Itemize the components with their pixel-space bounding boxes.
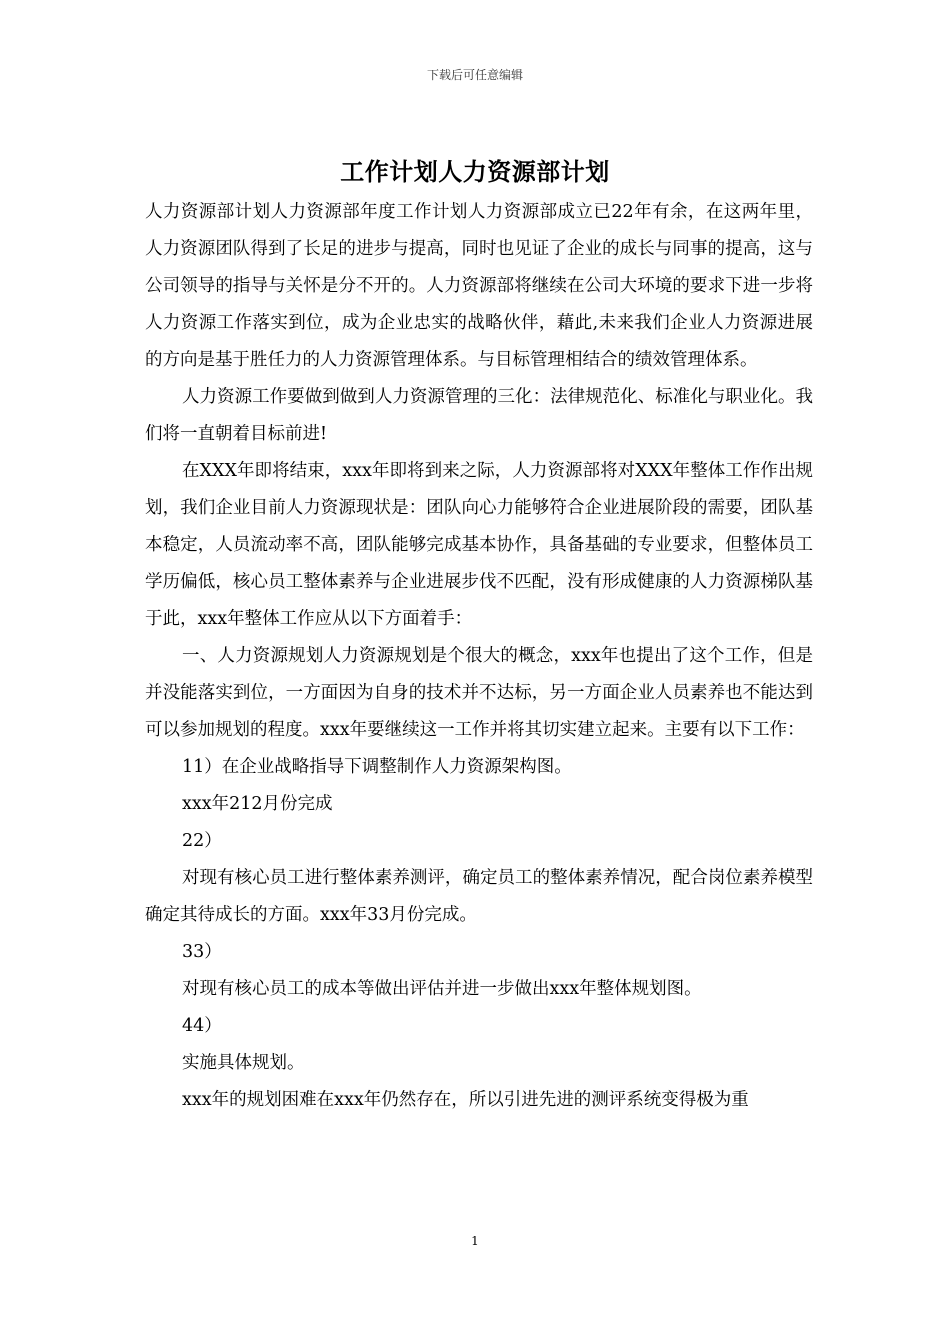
list-item-3-number: 33） [182, 942, 222, 962]
list-item-2-number: 22） [182, 831, 222, 851]
document-title: 工作计划人力资源部计划 [340, 157, 610, 186]
list-item-2-text: 对现有核心员工进行整体素养测评，确定员工的整体素养情况，配合岗位素养模型确定其待成长的方面。xxx年33月份完成。 [145, 868, 813, 925]
paragraph-intro: 人力资源部计划人力资源部年度工作计划人力资源部成立已22年有余，在这两年里，人力资源团队得到了长足的进步与提高，同时也见证了企业的成长与同事的提高，这与公司领导的指导与关怀是分不开的。人力资源部将继续在公司大环境的要求下进一步将人力资源工作落实到位，成为企业忠实的战略伙伴，藉此,未来我们企业人力资源进展的方向是基于胜任力的人力资源管理体系。与目标管理相结合的绩效管理体系。 [145, 202, 813, 370]
list-item-1-deadline: xxx年212月份完成 [182, 794, 333, 814]
paragraph-continuation: xxx年的规划困难在xxx年仍然存在，所以引进先进的测评系统变得极为重 [182, 1090, 749, 1110]
paragraph-section-one: 一、人力资源规划人力资源规划是个很大的概念，xxx年也提出了这个工作，但是并没能落实到位，一方面因为自身的技术并不达标，另一方面企业人员素养也不能达到可以参加规划的程度。xxx年要继续这一工作并将其切实建立起来。主要有以下工作： [145, 646, 813, 740]
list-item-4-number: 44） [182, 1016, 222, 1036]
document-body [145, 194, 813, 1119]
page-header: 下载后可任意编辑 [426, 68, 523, 82]
list-item-4-text: 实施具体规划。 [182, 1053, 305, 1073]
paragraph-goals: 人力资源工作要做到做到人力资源管理的三化：法律规范化、标准化与职业化。我们将一直朝着目标前进! [145, 387, 813, 444]
list-item-1: 11）在企业战略指导下调整制作人力资源架构图。 [182, 757, 572, 777]
page-number: 1 [471, 1234, 479, 1248]
paragraph-status: 在XXX年即将结束，xxx年即将到来之际，人力资源部将对XXX年整体工作作出规划，我们企业目前人力资源现状是：团队向心力能够符合企业进展阶段的需要，团队基本稳定，人员流动率不高，团队能够完成基本协作，具备基础的专业要求，但整体员工学历偏低，核心员工整体素养与企业进展步伐不匹配，没有形成健康的人力资源梯队基于此，xxx年整体工作应从以下方面着手： [145, 461, 813, 629]
list-item-3-text: 对现有核心员工的成本等做出评估并进一步做出xxx年整体规划图。 [182, 979, 702, 999]
